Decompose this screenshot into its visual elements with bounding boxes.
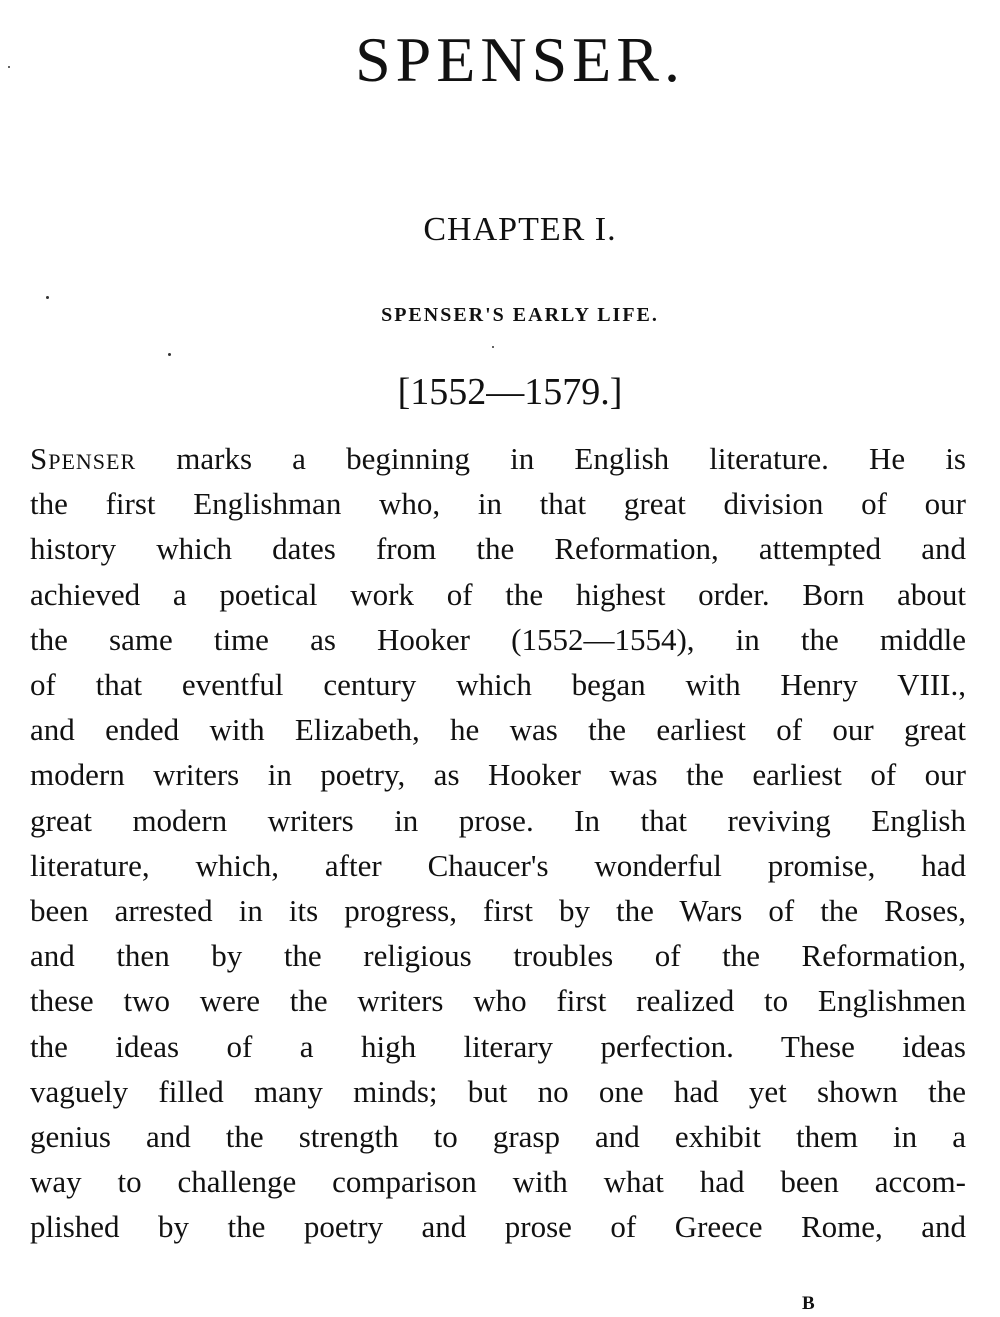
book-title: SPENSER. <box>355 24 685 95</box>
body-line: modern writers in poetry, as Hooker was the earliest of our <box>30 757 966 793</box>
print-speck <box>168 353 171 356</box>
body-line: vaguely filled many minds; but no one had yet shown the <box>30 1073 966 1109</box>
chapter-subtitle: SPENSER'S EARLY LIFE. <box>381 304 659 326</box>
print-speck <box>492 346 494 348</box>
body-line-text: marks a beginning in English literature. He is <box>136 441 966 476</box>
chapter-heading: CHAPTER I. <box>423 211 617 248</box>
print-speck <box>8 66 10 68</box>
signature-mark: B <box>802 1293 815 1314</box>
body-line: history which dates from the Reformation, attempted and <box>30 531 966 567</box>
body-line: the same time as Hooker (1552—1554), in the middle <box>30 621 966 657</box>
body-line: achieved a poetical work of the highest order. Born about <box>30 576 966 612</box>
body-line: way to challenge comparison with what had been accom- <box>30 1164 966 1200</box>
body-line: of that eventful century which began with Henry VIII., <box>30 667 966 703</box>
body-paragraph <box>30 436 966 1250</box>
lead-word: Spenser <box>30 441 137 476</box>
body-line: these two were the writers who first realized to Englishmen <box>30 983 966 1019</box>
body-line: and then by the religious troubles of the Reformation, <box>30 938 966 974</box>
body-line: genius and the strength to grasp and exhibit them in a <box>30 1119 966 1155</box>
body-line: plished by the poetry and prose of Greece Rome, and <box>30 1209 966 1245</box>
body-line: been arrested in its progress, first by the Wars of the Roses, <box>30 893 966 929</box>
body-line: literature, which, after Chaucer's wonderful promise, had <box>30 847 966 883</box>
body-line: great modern writers in prose. In that reviving English <box>30 802 966 838</box>
print-speck <box>46 296 49 299</box>
body-line: the ideas of a high literary perfection. These ideas <box>30 1028 966 1064</box>
body-line <box>30 436 966 481</box>
body-line: the first Englishman who, in that great division of our <box>30 486 966 522</box>
body-line: and ended with Elizabeth, he was the earliest of our great <box>30 712 966 748</box>
chapter-date-range: [1552—1579.] <box>397 371 623 413</box>
